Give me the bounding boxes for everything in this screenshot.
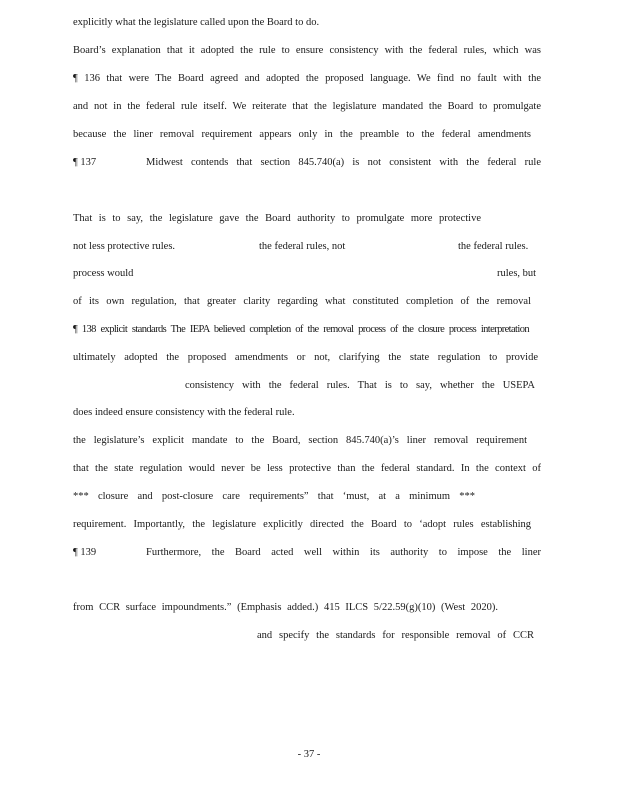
text-line: explicitly what the legislature called upon the Board to do. [73,17,320,28]
text-line: Board’s explanation that it adopted the rule to ensure consistency with the federal rules, which was [73,45,541,56]
text-line: *** closure and post-closure care requirements” that ‘must, at a minimum *** [73,491,475,502]
text-line: and not in the federal rule itself. We reiterate that the legislature mandated the Board to promulgate [73,101,541,112]
text-line: ¶ 138 explicit standards The IEPA believed completion of the removal process of the closure process interpretation [73,324,529,335]
text-line: the federal rules. [458,241,529,252]
text-line: that the state regulation would never be less protective than the federal standard. In the context of [73,463,541,474]
text-line: of its own regulation, that greater clarity regarding what constituted completion of the removal [73,296,531,307]
text-line: That is to say, the legislature gave the Board authority to promulgate more protective [73,213,481,224]
text-line: the federal rules, not [259,241,346,252]
text-line: rules, but [497,268,537,279]
text-line: from CCR surface impoundments.” (Emphasis added.) 415 ILCS 5/22.59(g)(10) (West 2020). [73,602,498,613]
text-line: consistency with the federal rules. That is to say, whether the USEPA [185,380,535,391]
text-line: not less protective rules. [73,241,176,252]
text-line: the legislature’s explicit mandate to the Board, section 845.740(a)’s liner removal requirement [73,435,527,446]
text-line: process would [73,268,134,279]
text-line: does indeed ensure consistency with the federal rule. [73,407,295,418]
paragraph-number: ¶ 139 [73,547,97,558]
paragraph-number: ¶ 137 [73,157,97,168]
text-line: Furthermore, the Board acted well within its authority to impose the liner [146,547,541,558]
text-line: and specify the standards for responsible removal of CCR [257,630,534,641]
text-line: because the liner removal requirement appears only in the preamble to the federal amendments [73,129,531,140]
text-line: requirement. Importantly, the legislature explicitly directed the Board to ‘adopt rules establishing [73,519,531,530]
text-line: Midwest contends that section 845.740(a) is not consistent with the federal rule [146,157,541,168]
text-line: ¶ 136 that were The Board agreed and adopted the proposed language. We find no fault with the [73,73,541,84]
page-number: - 37 - [297,749,321,760]
text-line: ultimately adopted the proposed amendments or not, clarifying the state regulation to provide [73,352,538,363]
